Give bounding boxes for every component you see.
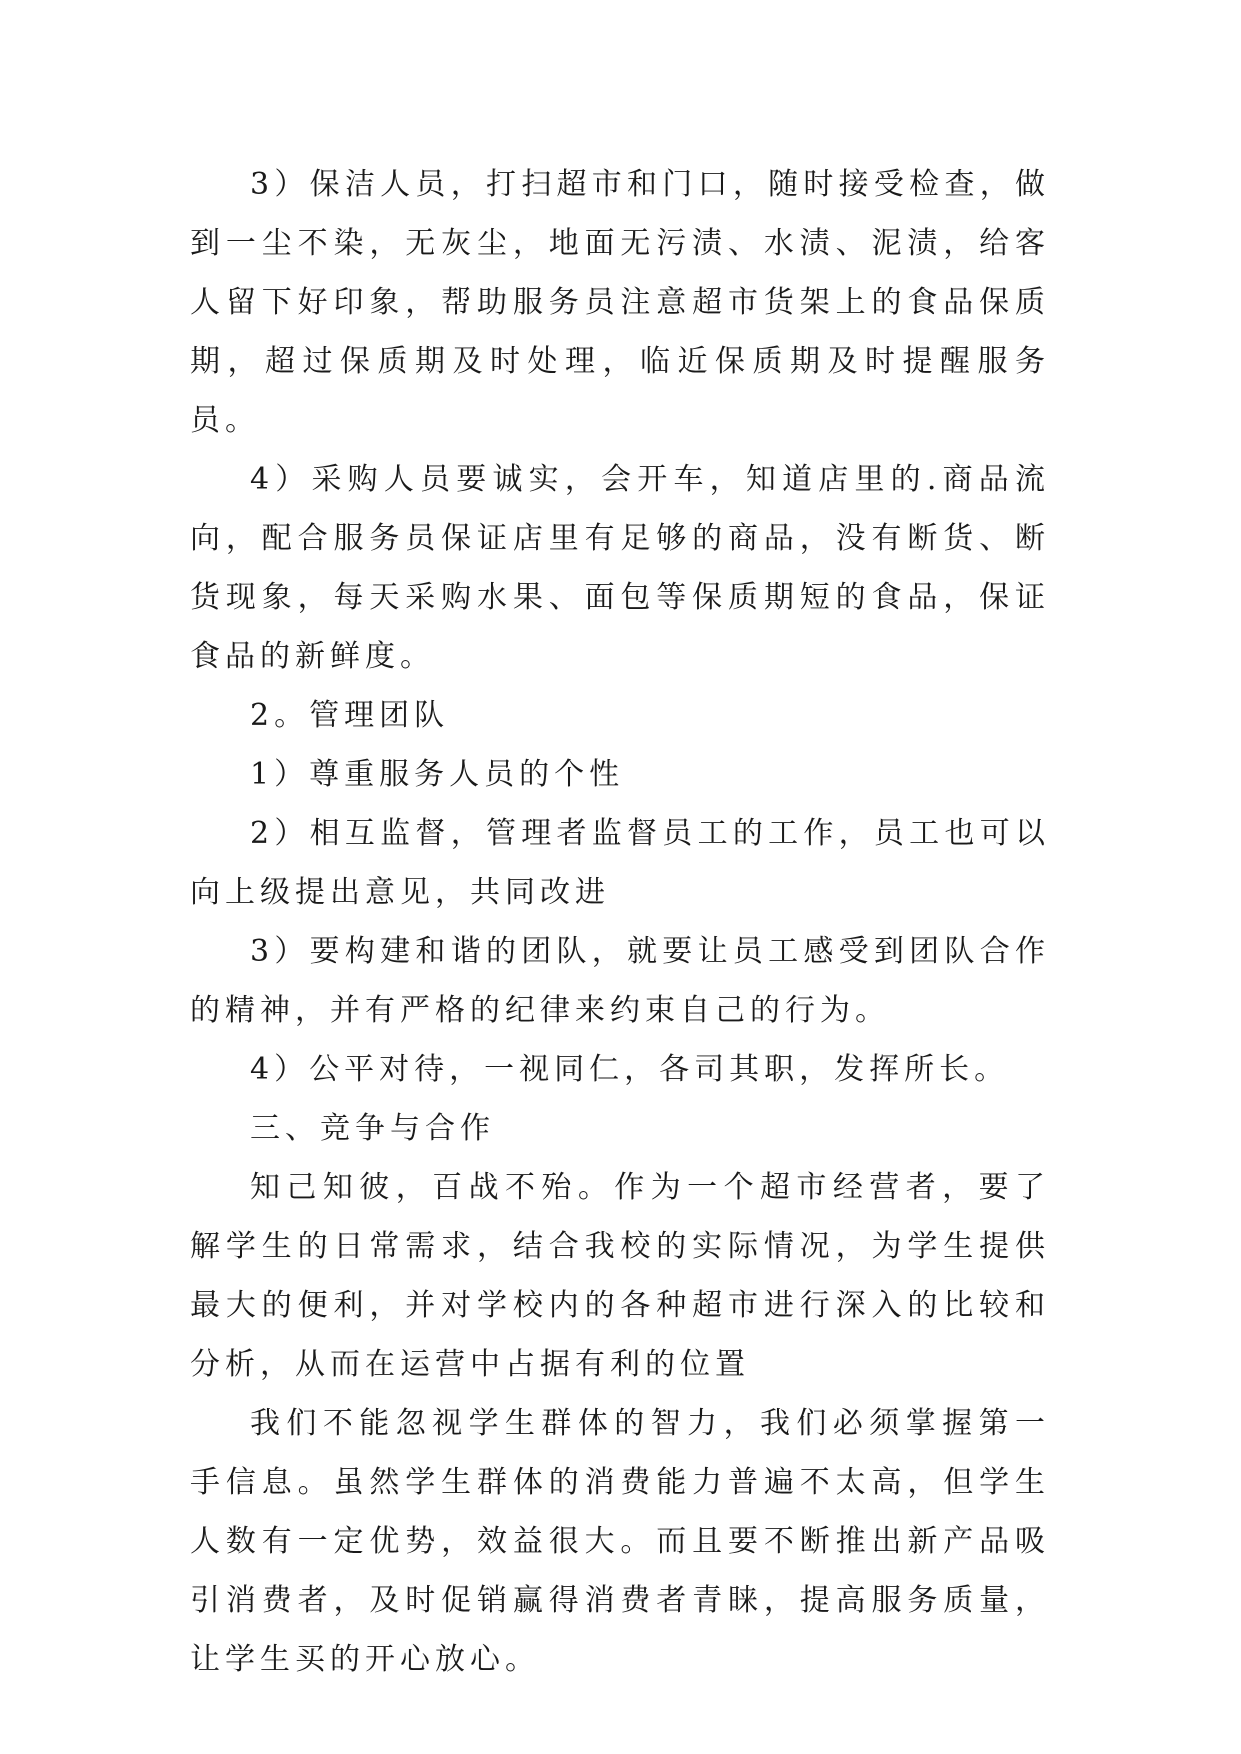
paragraph-know-yourself: 知己知彼，百战不殆。作为一个超市经营者，要了解学生的日常需求，结合我校的实际情况，为学生提供最大的便利，并对学校内的各种超市进行深入的比较和分析，从而在运营中占据有利的位置 [190,1170,1050,1382]
paragraph-student-group: 我们不能忽视学生群体的智力，我们必须掌握第一手信息。虽然学生群体的消费能力普遍不太高，但学生人数有一定优势，效益很大。而且要不断推出新产品吸引消费者，及时促销赢得消费者青睐，提高服务质量，让学生买的开心放心。 [190,1406,1050,1677]
paragraph-mutual-supervision: 2）相互监督，管理者监督员工的工作，员工也可以向上级提出意见，共同改进 [190,816,1050,910]
paragraph-cleaning-staff: 3）保洁人员，打扫超市和门口，随时接受检查，做到一尘不染，无灰尘，地面无污渍、水渍、泥渍，给客人留下好印象，帮助服务员注意超市货架上的食品保质期，超过保质期及时处理，临近保质期及时提醒服务员。 [190,167,1050,438]
paragraph-purchasing-staff: 4）采购人员要诚实，会开车，知道店里的.商品流向，配合服务员保证店里有足够的商品，没有断货、断货现象，每天采购水果、面包等保质期短的食品，保证食品的新鲜度。 [190,462,1050,674]
paragraph-harmonious-team: 3）要构建和谐的团队，就要让员工感受到团队合作的精神，并有严格的纪律来约束自己的行为。 [190,934,1050,1028]
section-heading-team-management: 2。管理团队 [250,698,450,733]
section-heading-competition-cooperation: 三、竞争与合作 [250,1111,495,1146]
paragraph-respect-individuality: 1）尊重服务人员的个性 [250,757,625,792]
paragraph-fair-treatment: 4）公平对待，一视同仁，各司其职，发挥所长。 [250,1052,1010,1087]
document-body [190,155,1050,1689]
